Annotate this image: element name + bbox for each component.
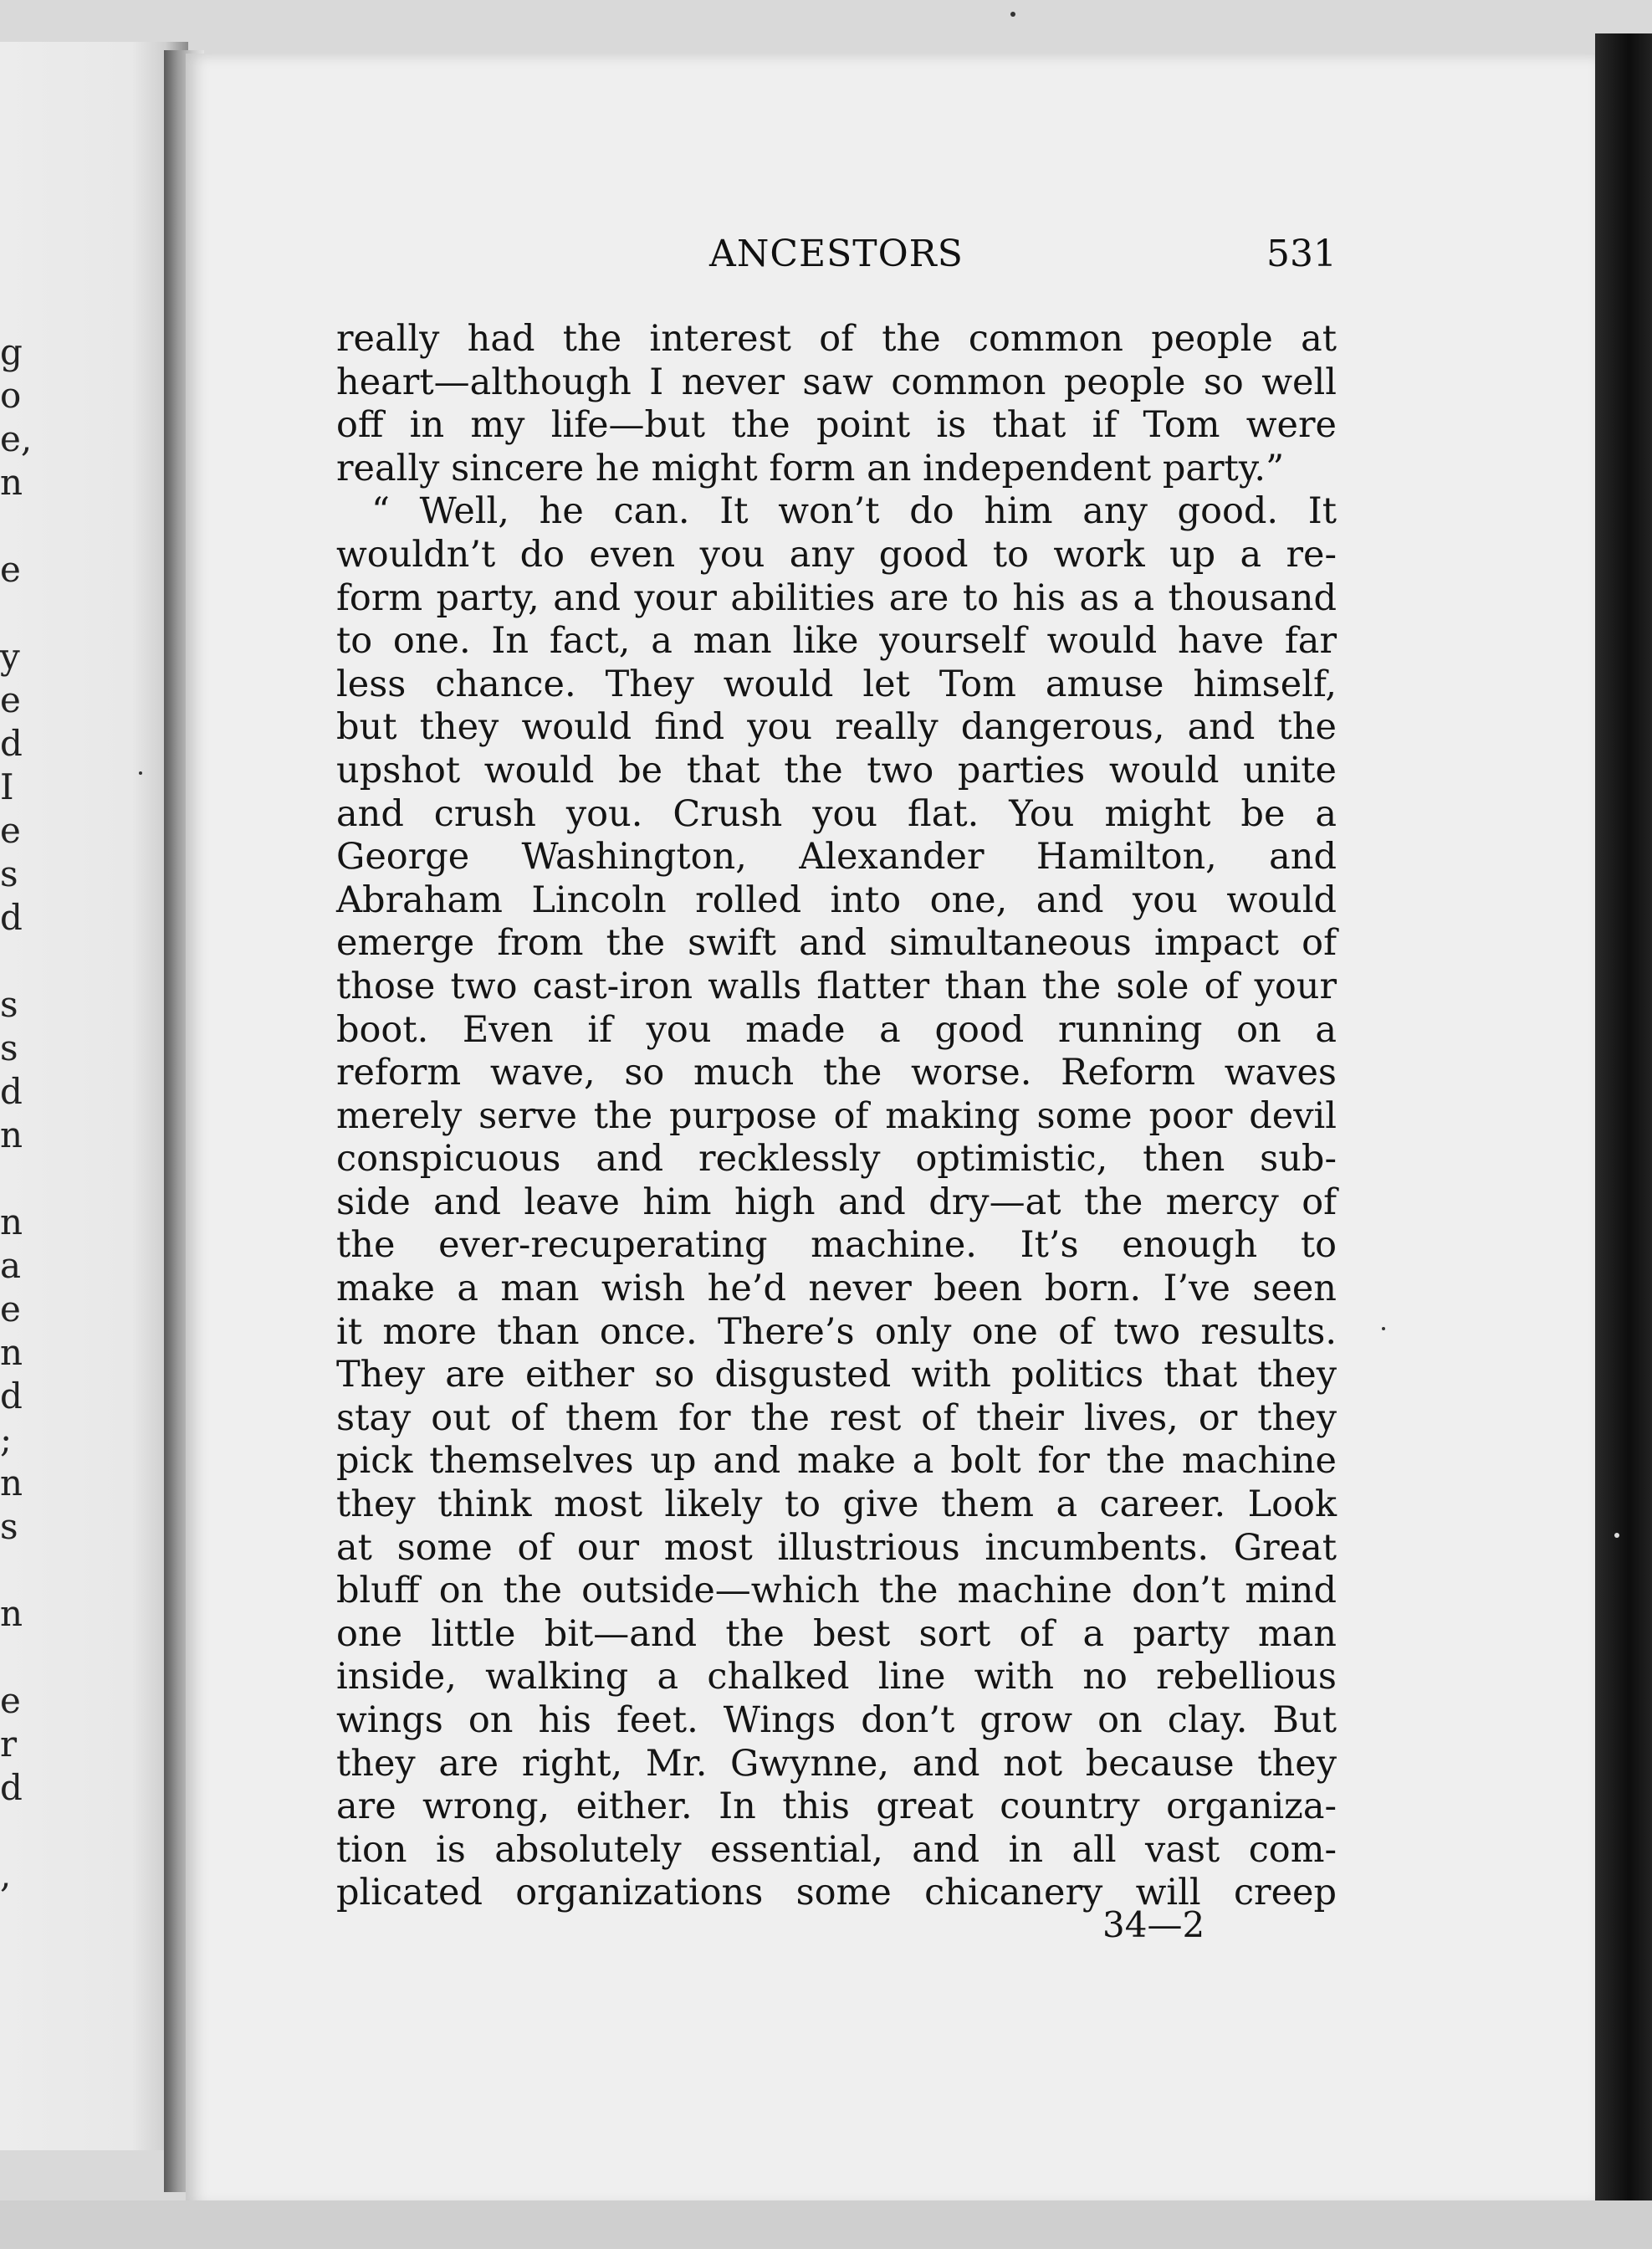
- text-line: at some of our most illustrious incumbents. Great: [336, 1526, 1337, 1569]
- left-margin-line: o: [0, 375, 22, 416]
- text-line: wouldn’t do even you any good to work up a re-: [336, 533, 1337, 576]
- left-margin-line: r: [0, 1724, 18, 1765]
- text-line: stay out of them for the rest of their lives, or they: [336, 1396, 1337, 1439]
- left-margin-line: s: [0, 853, 18, 894]
- left-margin-line: [0, 505, 25, 548]
- left-margin-line: d: [0, 1376, 23, 1417]
- text-line: boot. Even if you made a good running on a: [336, 1008, 1337, 1051]
- text-line: “ Well, he can. It won’t do him any good. It: [371, 490, 1337, 533]
- text-line: upshot would be that the two parties would unite: [336, 749, 1337, 792]
- text-line: really sincere he might form an independent party.”: [336, 447, 1285, 489]
- text-line: merely serve the purpose of making some poor devil: [336, 1094, 1337, 1137]
- left-margin-line: a: [0, 1245, 22, 1286]
- left-margin-line: [0, 1549, 25, 1592]
- left-margin-line: [0, 1157, 25, 1201]
- left-margin-line: e: [0, 810, 21, 851]
- running-head: [336, 233, 1337, 283]
- text-line: George Washington, Alexander Hamilton, and: [336, 836, 1337, 879]
- left-margin-line: d: [0, 897, 23, 938]
- left-margin-line: e: [0, 549, 21, 590]
- text-line: heart—although I never saw common people so well: [336, 361, 1337, 403]
- text-line: to one. In fact, a man like yourself would have far: [336, 620, 1337, 663]
- text-line: pick themselves up and make a bolt for the machine: [336, 1440, 1337, 1483]
- text-line: really had the interest of the common people at: [336, 318, 1337, 360]
- left-margin-line: s: [0, 1506, 18, 1547]
- text-line: off in my life—but the point is that if Tom were: [336, 404, 1337, 447]
- left-margin-line: d: [0, 723, 23, 764]
- text-line: They are either so disgusted with politics that they: [336, 1354, 1337, 1396]
- left-page-edge: [0, 42, 188, 2150]
- dust-speck: [1382, 1327, 1385, 1330]
- left-margin-line: n: [0, 1593, 23, 1634]
- body-text: [336, 318, 1337, 1915]
- left-margin-line: e: [0, 1288, 21, 1329]
- text-line: emerge from the swift and simultaneous impact of: [336, 922, 1337, 965]
- text-line: plicated organizations some chicanery will creep: [336, 1872, 1337, 1914]
- text-line: they think most likely to give them a career. Look: [336, 1483, 1337, 1526]
- dust-speck: [1010, 12, 1015, 17]
- text-line: inside, walking a chalked line with no rebellious: [336, 1656, 1337, 1698]
- text-line: less chance. They would let Tom amuse himself,: [336, 663, 1337, 705]
- left-margin-line: ;: [0, 1419, 13, 1460]
- text-line: those two cast-iron walls flatter than the sole of your: [336, 965, 1337, 1007]
- left-margin-line: [0, 940, 25, 983]
- left-margin-line: s: [0, 984, 18, 1025]
- page-number: 531: [1266, 233, 1337, 275]
- text-line: make a man wish he’d never been born. I’ve seen: [336, 1268, 1337, 1310]
- text-line: tion is absolutely essential, and in all vast com-: [336, 1828, 1337, 1871]
- left-margin-line: s: [0, 1027, 18, 1068]
- left-margin-line: n: [0, 1332, 23, 1373]
- left-margin-line: g: [0, 331, 23, 372]
- left-margin-line: n: [0, 1114, 23, 1155]
- text-line: wings on his feet. Wings don’t grow on clay. But: [336, 1699, 1337, 1741]
- dust-speck: [1614, 1533, 1619, 1538]
- text-line: are wrong, either. In this great country organiza-: [336, 1785, 1337, 1828]
- text-line: bluff on the outside—which the machine don’t mind: [336, 1570, 1337, 1612]
- text-line: reform wave, so much the worse. Reform waves: [336, 1052, 1337, 1094]
- text-line: and crush you. Crush you flat. You might be a: [336, 792, 1337, 835]
- left-margin-line: e: [0, 679, 21, 720]
- text-line: the ever-recuperating machine. It’s enough to: [336, 1224, 1337, 1267]
- left-margin-line: e,: [0, 418, 33, 459]
- left-margin-line: n: [0, 1201, 23, 1242]
- left-margin-line: I: [0, 766, 14, 807]
- left-margin-line: d: [0, 1767, 23, 1808]
- left-margin-line: y: [0, 636, 20, 677]
- text-line: they are right, Mr. Gwynne, and not because they: [336, 1742, 1337, 1785]
- running-title: ANCESTORS: [709, 233, 964, 275]
- text-line: but they would find you really dangerous, and the: [336, 706, 1337, 749]
- left-margin-line: [0, 1810, 25, 1853]
- text-line: side and leave him high and dry—at the mercy of: [336, 1181, 1337, 1223]
- text-line: it more than once. There’s only one of two results.: [336, 1310, 1337, 1353]
- text-line: conspicuous and recklessly optimistic, then sub-: [336, 1138, 1337, 1181]
- left-margin-line: e: [0, 1680, 21, 1721]
- left-margin-line: n: [0, 1463, 23, 1504]
- left-page-cropped-text: [0, 330, 33, 1897]
- signature-mark: 34—2: [1102, 1904, 1205, 1945]
- text-line: Abraham Lincoln rolled into one, and you would: [336, 879, 1337, 921]
- scan-dark-edge: [1595, 33, 1652, 2249]
- left-margin-line: ,: [0, 1854, 12, 1895]
- text-line: form party, and your abilities are to his as a thousand: [336, 576, 1337, 619]
- left-margin-line: d: [0, 1071, 23, 1112]
- scan-bottom-margin: [0, 2200, 1652, 2249]
- left-margin-line: [0, 592, 25, 635]
- left-margin-line: n: [0, 462, 23, 503]
- left-margin-line: [0, 1636, 25, 1679]
- dust-speck: [139, 771, 142, 775]
- text-line: one little bit—and the best sort of a party man: [336, 1612, 1337, 1655]
